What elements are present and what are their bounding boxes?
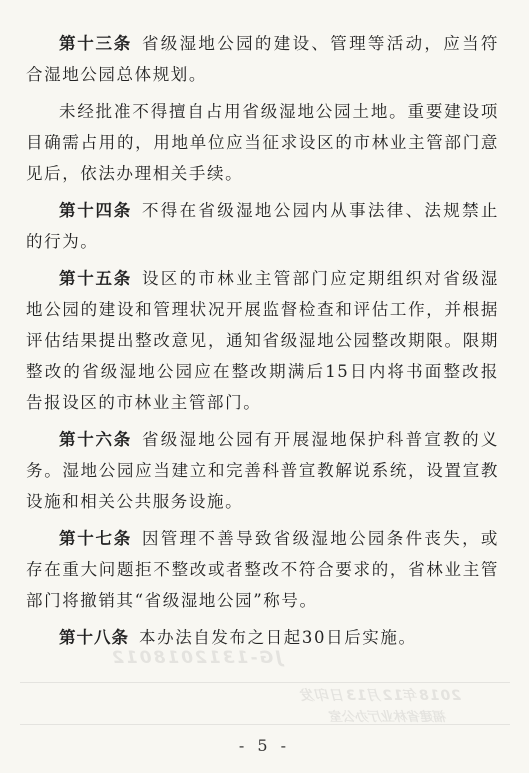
article-number: 第十六条	[59, 430, 132, 449]
article-14	[26, 195, 499, 257]
bleed-through-divider	[20, 682, 510, 683]
article-text: 本办法自发布之日起30日后实施。	[139, 628, 417, 647]
article-number: 第十七条	[59, 529, 132, 548]
bleed-through-divider	[20, 724, 510, 725]
article-13-paragraph-2	[26, 96, 499, 189]
article-16	[26, 424, 499, 517]
article-17	[26, 523, 499, 616]
article-text: 省级湿地公园的建设、管理等活动，应当符合湿地公园总体规划。	[26, 34, 500, 84]
article-text: 设区的市林业主管部门应定期组织对省级湿地公园的建设和管理状况开展监督检查和评估工作，并根据评估结果提出整改意见，通知省级湿地公园整改期限。限期整改的省级湿地公园应在整改期满后15日内将书面整改报告报设区的市林业主管部门。	[26, 269, 500, 412]
bleed-through-doc-number: JG-1312018012	[110, 648, 282, 668]
article-number: 第十五条	[59, 269, 132, 288]
article-15	[26, 263, 499, 418]
article-number: 第十八条	[59, 628, 129, 647]
article-13	[26, 28, 499, 90]
article-text: 不得在省级湿地公园内从事法律、法规禁止的行为。	[26, 201, 500, 251]
article-text: 未经批准不得擅自占用省级湿地公园土地。重要建设项目确需占用的，用地单位应当征求设区的市林业主管部门意见后，依法办理相关手续。	[26, 102, 499, 183]
article-text: 因管理不善导致省级湿地公园条件丧失，或存在重大问题拒不整改或者整改不符合要求的，省林业主管部门将撤销其“省级湿地公园”称号。	[26, 529, 500, 610]
bleed-through-print-date: 2018年12月13日印发	[300, 688, 461, 704]
article-number: 第十四条	[59, 201, 132, 220]
article-text: 省级湿地公园有开展湿地保护科普宣教的义务。湿地公园应当建立和完善科普宣教解说系统，设置宣教设施和相关公共服务设施。	[26, 430, 500, 511]
page-number: - 5 -	[238, 736, 291, 755]
article-number: 第十三条	[59, 34, 132, 53]
bleed-through-issuer: 福建省林业厅办公室	[330, 710, 448, 725]
